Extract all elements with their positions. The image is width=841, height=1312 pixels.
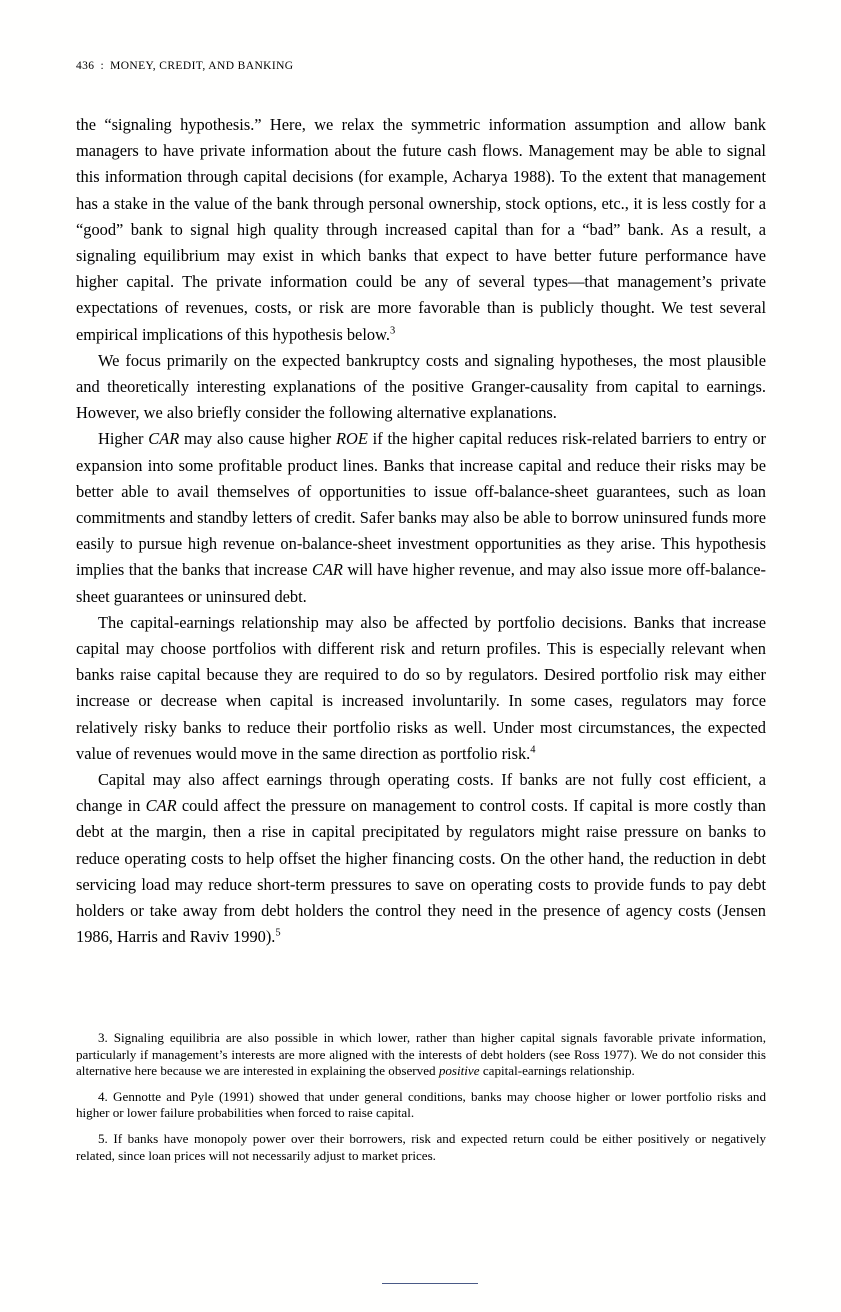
- paragraph-5: [76, 767, 766, 950]
- footnote-3-text-after: capital-earnings relationship.: [479, 1063, 635, 1079]
- footnote-3-text-before: Signaling equilibria are also possible in which lower, rather than higher capital signals favorable private information, particularly if management’s interests are more aligned with the interests of debt holders (see Ross 1977). We do not consider this alternative here because we are interested in explaining the observed: [76, 1030, 766, 1079]
- running-head: [76, 60, 294, 72]
- acronym-car: CAR: [145, 796, 177, 816]
- paragraph-4-text: The capital-earnings relationship may also be affected by portfolio decisions. Banks that increase capital may choose portfolios with different risk and return profiles. This is especially relevant when banks raise capital because they are required to do so by regulators. Desired portfolio risk may either increase or decrease when capital is increased involuntarily. In some cases, regulators may force relatively risky banks to reduce their portfolio risks as well. Under most circumstances, the expected value of revenues would move in the same direction as portfolio risk.: [76, 612, 766, 763]
- paragraph-5-text: Capital may also affect earnings through operating costs. If banks are not fully cost efficient, a change in CAR could affect the pressure on management to control costs. If capital is more costly than debt at the margin, then a rise in capital precipitated by regulators might raise pressure on banks to reduce operating costs to help offset the higher financing costs. On the other hand, the reduction in debt servicing load may reduce short-term pressures to save on operating costs to provide funds to pay debt holders or take away from debt holders the control they need in the presence of agency costs (Jensen 1986, Harris and Raviv 1990).: [76, 770, 766, 947]
- acronym-car: CAR: [148, 429, 180, 449]
- footnote-marker-4: 4: [530, 744, 536, 756]
- page-folio-number: 436: [76, 60, 95, 72]
- bottom-rule: [382, 1283, 478, 1284]
- footnote-3-italic: positive: [438, 1063, 480, 1079]
- footnote-5-text-before: If banks have monopoly power over their borrowers, risk and expected return could be either positively or negatively related, since loan prices will not necessarily adjust to market prices.: [76, 1130, 766, 1163]
- footnote-5-number: 5.: [98, 1130, 108, 1146]
- running-head-journal-title: MONEY, CREDIT, AND BANKING: [110, 60, 294, 72]
- paragraph-1-text: the “signaling hypothesis.” Here, we relax the symmetric information assumption and allow bank managers to have private information about the future cash flows. Management may be able to signal this information through capital decisions (for example, Acharya 1988). To the extent that management has a stake in the value of the bank through personal ownership, stock options, etc., it is less costly for a “good” bank to signal high quality through increased capital than for a “bad” bank. As a result, a signaling equilibrium may exist in which banks that expect to have better future performance have higher capital. The private information could be any of several types—that management’s private expectations of revenues, costs, or risk are more favorable than is publicly thought. We test several empirical implications of this hypothesis below.: [76, 115, 766, 344]
- footnote-4: [76, 1089, 766, 1122]
- footnote-4-number: 4.: [98, 1088, 108, 1104]
- paragraph-1: [76, 112, 766, 348]
- footnotes-section: [76, 1030, 766, 1173]
- footnote-3: [76, 1030, 766, 1080]
- footnote-marker-5: 5: [275, 927, 281, 939]
- footnote-3-number: 3.: [98, 1030, 108, 1045]
- footnote-5: [76, 1131, 766, 1164]
- running-head-separator: :: [100, 60, 105, 72]
- footnote-4-text-before: Gennotte and Pyle (1991) showed that under general conditions, banks may choose higher or lower portfolio risks and higher or lower failure probabilities when forced to raise capital.: [76, 1088, 766, 1121]
- body-text-column: [76, 112, 766, 951]
- paragraph-3-text: Higher CAR may also cause higher ROE if the higher capital reduces risk-related barriers to entry or expansion into some profitable product lines. Banks that increase capital and reduce their risks may be better able to avail themselves of opportunities to issue off-balance-sheet guarantees, such as loan commitments and standby letters of credit. Safer banks may also be able to borrow uninsured funds more easily to pursue high revenue on-balance-sheet investment opportunities as they arise. This hypothesis implies that the banks that increase CAR will have higher revenue, and may also issue more off-balance-sheet guarantees or uninsured debt.: [76, 429, 766, 606]
- acronym-roe: ROE: [336, 429, 368, 449]
- paragraph-3: [76, 426, 766, 609]
- footnote-marker-3: 3: [389, 325, 396, 337]
- paragraph-2: [76, 348, 766, 427]
- paragraph-2-text: We focus primarily on the expected bankruptcy costs and signaling hypotheses, the most plausible and theoretically interesting explanations of the positive Granger-causality from capital to earnings. However, we also briefly consider the following alternative explanations.: [76, 350, 766, 423]
- acronym-car: CAR: [311, 560, 343, 580]
- paragraph-4: [76, 610, 766, 767]
